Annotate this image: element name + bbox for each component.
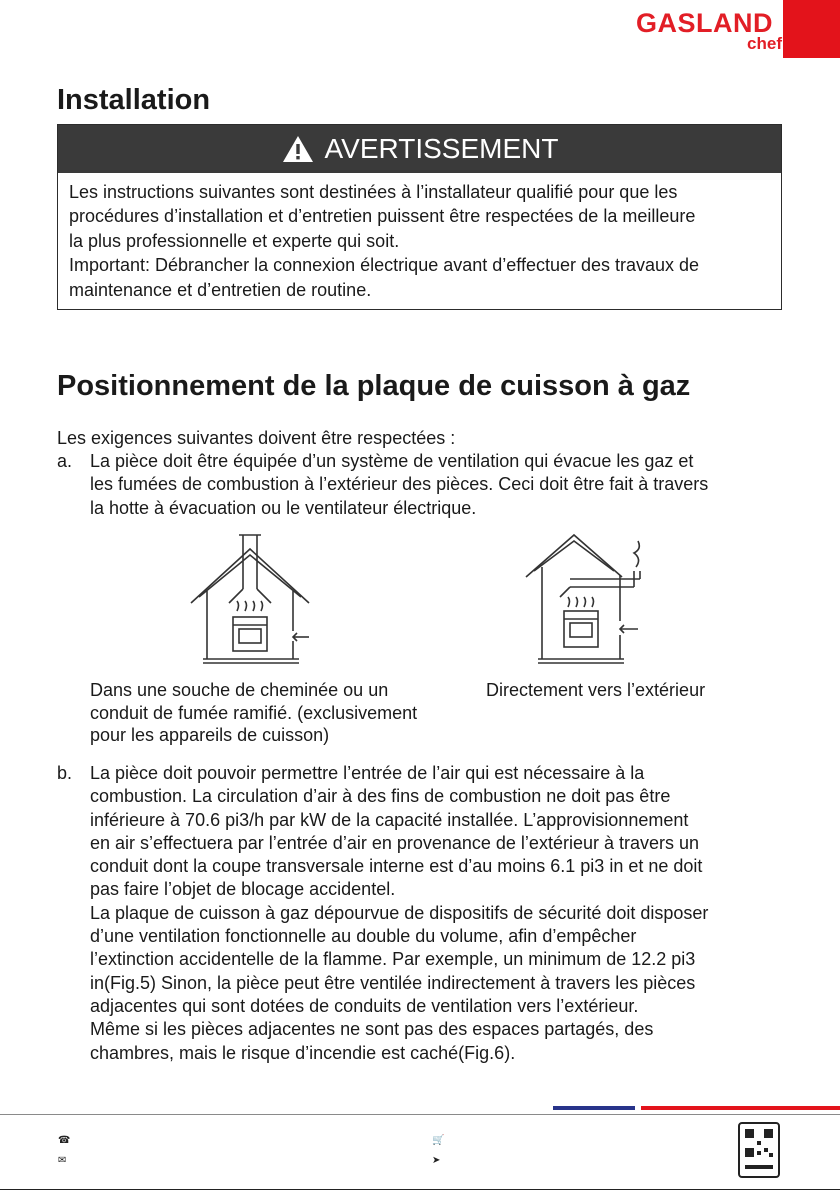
- warning-body: [58, 173, 781, 302]
- item-line: combustion. La circulation d’air à des fins de combustion ne doit pas être: [90, 786, 671, 807]
- list-marker: a.: [57, 451, 73, 471]
- item-line: les fumées de combustion à l’extérieur des pièces. Ceci doit être fait à travers: [90, 474, 709, 495]
- warning-line: Les instructions suivantes sont destinées à l’installateur qualifié pour que les: [69, 182, 678, 202]
- logo-main-text: GASLAND: [636, 8, 773, 38]
- item-line: inférieure à 70.6 pi3/h par kW de la capacité installée. L’approvisionnement: [90, 809, 689, 830]
- item-line: en air s’effectuera par l’entrée d’air en provenance de l’extérieur à travers un: [90, 832, 700, 853]
- logo-sub-text: chef: [747, 34, 782, 53]
- warning-line: maintenance et d’entretien de routine.: [69, 279, 372, 300]
- qr-code-pattern: [740, 1124, 778, 1176]
- location-arrow-icon: ➤: [432, 1155, 441, 1166]
- item-line: l’extinction accidentelle de la flamme. Par exemple, un minimum de 12.2 pi3: [90, 949, 696, 970]
- chimney-ventilation-figure: [189, 531, 311, 666]
- figure-caption-chimney: [90, 679, 462, 747]
- warning-box: [57, 124, 782, 310]
- item-line: Même si les pièces adjacentes ne sont pas des espaces partagés, des: [90, 1019, 654, 1040]
- brand-logo: [636, 8, 782, 54]
- list-marker: b.: [57, 763, 73, 783]
- item-line: pas faire l’objet de blocage accidentel.: [90, 879, 396, 900]
- caption-line: conduit de fumée ramifié. (exclusivement: [90, 702, 418, 723]
- item-line: La plaque de cuisson à gaz dépourvue de dispositifs de sécurité doit disposer: [90, 902, 709, 923]
- mail-icon: ✉: [58, 1155, 67, 1166]
- qr-code-icon: [738, 1122, 780, 1178]
- warning-line: Important: Débrancher la connexion électrique avant d’effectuer des travaux de: [69, 255, 700, 276]
- figure-caption-outside: Directement vers l’extérieur: [486, 680, 706, 700]
- red-corner-block: [783, 0, 840, 58]
- phone-icon: ☎: [58, 1135, 71, 1146]
- warning-header: [58, 125, 781, 173]
- footer-divider: [0, 1114, 840, 1115]
- item-line: chambres, mais le risque d’incendie est caché(Fig.6).: [90, 1042, 516, 1063]
- item-line: adjacentes qui sont dotées de conduits de ventilation vers l’extérieur.: [90, 995, 639, 1016]
- warning-triangle-icon: [281, 134, 315, 164]
- caption-line: Dans une souche de cheminée ou un: [90, 680, 389, 700]
- list-item-b: [57, 762, 787, 1065]
- item-line: La pièce doit pouvoir permettre l’entrée de l’air qui est nécessaire à la: [90, 763, 645, 783]
- installation-title: Installation: [57, 84, 211, 116]
- warning-line: la plus professionnelle et experte qui soit.: [69, 230, 400, 251]
- list-item-a: [57, 450, 787, 520]
- item-line: La pièce doit être équipée d’un système de ventilation qui évacue les gaz et: [90, 451, 694, 471]
- page-bottom-line: [0, 1189, 840, 1190]
- warning-line: procédures d’installation et d’entretien puissent être respectées de la meilleure: [69, 206, 696, 227]
- item-line: conduit dont la coupe transversale interne est d’au moins 6.1 pi3 in et ne doit: [90, 856, 703, 877]
- item-line: in(Fig.5) Sinon, la pièce peut être ventilée indirectement à travers les pièces: [90, 972, 696, 993]
- item-line: la hotte à évacuation ou le ventilateur électrique.: [90, 497, 477, 518]
- item-line: d’une ventilation fonctionnelle au double du volume, afin d’empêcher: [90, 926, 637, 947]
- warning-title: AVERTISSEMENT: [324, 133, 559, 164]
- positioning-title: Positionnement de la plaque de cuisson à gaz: [57, 370, 691, 402]
- caption-line: pour les appareils de cuisson): [90, 725, 330, 745]
- flag-stripe-blue: [553, 1106, 635, 1110]
- cart-icon: 🛒: [432, 1135, 445, 1146]
- requirements-intro: Les exigences suivantes doivent être respectées :: [57, 428, 456, 448]
- direct-outside-figure: [524, 531, 654, 666]
- flag-stripe-red: [641, 1106, 840, 1110]
